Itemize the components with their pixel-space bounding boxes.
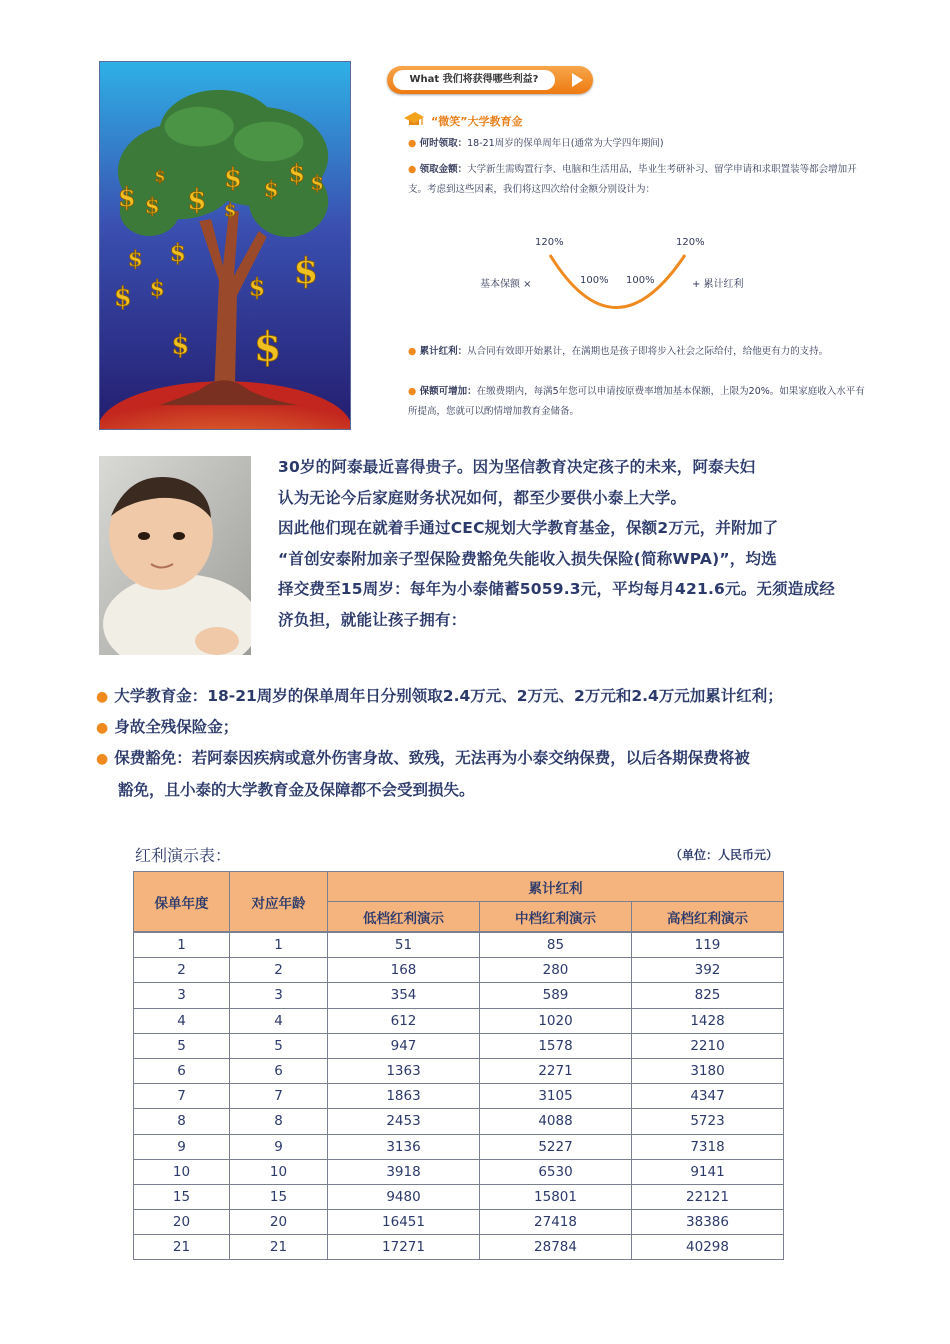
svg-text:$: $ [154, 166, 166, 186]
svg-text:$: $ [293, 249, 319, 292]
header-low: 低档红利演示 [328, 902, 480, 933]
table-cell: 15 [230, 1184, 328, 1209]
table-cell: 3918 [328, 1159, 480, 1184]
table-cell: 21 [134, 1235, 230, 1260]
benefit-item-edu-fund: ● 大学教育金：18-21周岁的保单周年日分别领取2.4万元、2万元、2万元和2.4万元加累计红利； [96, 687, 783, 705]
edu-fund-item-amount: ● 领取金额：大学新生需购置行李、电脑和生活用品，毕业生考研补习、留学申请和求职置装等都会增加开支。考虑到这些因素，我们将这四次给付金额分别设计为： [408, 164, 857, 195]
table-cell: 20 [134, 1210, 230, 1235]
table-cell: 7318 [632, 1134, 784, 1159]
bullet-dot-icon: ● [96, 689, 109, 705]
graduation-cap-icon [403, 110, 425, 128]
table-cell: 7 [134, 1084, 230, 1109]
table-cell: 6 [230, 1058, 328, 1083]
svg-text:$: $ [187, 183, 207, 217]
header-age: 对应年龄 [230, 872, 328, 933]
table-cell: 1 [134, 932, 230, 958]
table-cell: 168 [328, 958, 480, 983]
payout-plus-label: + 累计红利 [692, 279, 744, 290]
story-line: 认为无论今后家庭财务状况如何，都至少要供小泰上大学。 [278, 488, 687, 507]
svg-text:$: $ [288, 159, 306, 188]
table-cell: 392 [632, 958, 784, 983]
table-title: 红利演示表： [135, 846, 232, 865]
payout-pct-mid-left: 100% [580, 275, 609, 286]
svg-text:$: $ [127, 245, 143, 272]
table-row [134, 1134, 784, 1159]
edu-fund-item-premium: ● 保额可增加：在缴费期内，每满5年您可以申请按原费率增加基本保额，上限为20%。如果家庭收入水平有所提高，您就可以酌情增加教育金储备。 [408, 386, 865, 417]
table-body [134, 932, 784, 1260]
table-cell: 1 [230, 932, 328, 958]
table-row [134, 1084, 784, 1109]
story-line: “首创安泰附加亲子型保险费豁免失能收入损失保险(简称WPA)”，均选 [278, 549, 777, 568]
table-cell: 2453 [328, 1109, 480, 1134]
table-cell: 3 [134, 983, 230, 1008]
table-row [134, 1235, 784, 1260]
payout-arc [545, 250, 690, 320]
money-tree-illustration [99, 61, 351, 430]
svg-text:$: $ [117, 183, 136, 214]
payout-pct-mid-right: 100% [626, 275, 655, 286]
svg-text:$: $ [169, 238, 187, 267]
table-cell: 2271 [480, 1058, 632, 1083]
table-cell: 3105 [480, 1084, 632, 1109]
table-unit: （单位：人民币元） [670, 848, 779, 862]
table-cell: 16451 [328, 1210, 480, 1235]
bullet-dot-icon: ● [408, 386, 420, 397]
svg-text:$: $ [248, 273, 266, 302]
benefits-header-label: What 我们将获得哪些利益? [393, 70, 555, 90]
table-cell: 28784 [480, 1235, 632, 1260]
table-cell: 20 [230, 1210, 328, 1235]
table-cell: 6530 [480, 1159, 632, 1184]
table-cell: 5723 [632, 1109, 784, 1134]
table-row [134, 932, 784, 958]
header-high: 高档红利演示 [632, 902, 784, 933]
table-row [134, 1184, 784, 1209]
table-cell: 1578 [480, 1033, 632, 1058]
payout-pct-top-left: 120% [535, 237, 564, 248]
table-cell: 3 [230, 983, 328, 1008]
payout-pct-top-right: 120% [676, 237, 705, 248]
header-policy-year: 保单年度 [134, 872, 230, 933]
table-cell: 9141 [632, 1159, 784, 1184]
table-cell: 5 [134, 1033, 230, 1058]
table-cell: 5227 [480, 1134, 632, 1159]
table-cell: 38386 [632, 1210, 784, 1235]
table-cell: 612 [328, 1008, 480, 1033]
story-line: 30岁的阿泰最近喜得贵子。因为坚信教育决定孩子的未来，阿泰夫妇 [278, 458, 756, 476]
table-cell: 4 [230, 1008, 328, 1033]
bullet-dot-icon: ● [408, 346, 420, 357]
table-cell: 1863 [328, 1084, 480, 1109]
table-row [134, 1109, 784, 1134]
table-cell: 27418 [480, 1210, 632, 1235]
table-cell: 8 [134, 1109, 230, 1134]
svg-text:$: $ [171, 330, 190, 361]
table-cell: 947 [328, 1033, 480, 1058]
bullet-dot-icon: ● [96, 720, 109, 736]
table-cell: 825 [632, 983, 784, 1008]
benefits-header-pill [387, 66, 593, 94]
table-cell: 15801 [480, 1184, 632, 1209]
table-cell: 51 [328, 932, 480, 958]
svg-text:$: $ [253, 324, 282, 371]
header-cumulative: 累计红利 [328, 872, 784, 902]
table-cell: 15 [134, 1184, 230, 1209]
edu-fund-title: “微笑”大学教育金 [431, 115, 523, 128]
table-cell: 40298 [632, 1235, 784, 1260]
table-cell: 280 [480, 958, 632, 983]
edu-fund-item-when: ● 何时领取：18-21周岁的保单周年日(通常为大学四年期间) [408, 138, 664, 149]
bullet-dot-icon: ● [408, 164, 420, 175]
svg-text:$: $ [310, 170, 325, 195]
benefit-item-death-disability: ● 身故全残保险金； [96, 718, 239, 736]
benefit-item-premium-waiver: ● 保费豁免：若阿泰因疾病或意外伤害身故、致残，无法再为小泰交纳保费，以后各期保费将被 [96, 749, 750, 767]
payout-base-label: 基本保额 × [480, 279, 532, 290]
svg-text:$: $ [113, 282, 132, 313]
table-cell: 2 [134, 958, 230, 983]
table-cell: 589 [480, 983, 632, 1008]
table-row [134, 983, 784, 1008]
svg-text:$: $ [263, 176, 279, 203]
svg-text:$: $ [144, 193, 160, 220]
table-cell: 1020 [480, 1008, 632, 1033]
baby-photo [99, 456, 251, 655]
table-cell: 1428 [632, 1008, 784, 1033]
table-cell: 10 [230, 1159, 328, 1184]
table-row [134, 1008, 784, 1033]
table-cell: 7 [230, 1084, 328, 1109]
table-row [134, 1033, 784, 1058]
table-cell: 22121 [632, 1184, 784, 1209]
story-paragraph [278, 452, 863, 635]
table-cell: 354 [328, 983, 480, 1008]
edu-fund-item-bonus: ● 累计红利：从合同有效即开始累计，在满期也是孩子即将步入社会之际给付，给他更有力的支持。 [408, 346, 829, 357]
table-cell: 3180 [632, 1058, 784, 1083]
bonus-demo-table [133, 871, 784, 1260]
table-cell: 9 [134, 1134, 230, 1159]
table-cell: 8 [230, 1109, 328, 1134]
svg-text:$: $ [149, 275, 165, 302]
svg-text:$: $ [224, 163, 242, 194]
bullet-dot-icon: ● [408, 138, 420, 149]
header-mid: 中档红利演示 [480, 902, 632, 933]
table-cell: 9 [230, 1134, 328, 1159]
table-cell: 5 [230, 1033, 328, 1058]
svg-text:$: $ [224, 200, 237, 222]
table-cell: 17271 [328, 1235, 480, 1260]
table-cell: 2210 [632, 1033, 784, 1058]
table-cell: 2 [230, 958, 328, 983]
table-cell: 6 [134, 1058, 230, 1083]
story-line: 择交费至15周岁：每年为小泰储蓄5059.3元，平均每月421.6元。无须造成经 [278, 580, 835, 598]
play-arrow-icon [572, 73, 583, 87]
table-row [134, 958, 784, 983]
benefit-item-premium-waiver-cont: 豁免，且小泰的大学教育金及保障都不会受到损失。 [118, 781, 475, 799]
table-row [134, 1159, 784, 1184]
table-cell: 1363 [328, 1058, 480, 1083]
table-cell: 10 [134, 1159, 230, 1184]
story-line: 因此他们现在就着手通过CEC规划大学教育基金，保额2万元，并附加了 [278, 519, 779, 537]
table-cell: 21 [230, 1235, 328, 1260]
table-cell: 4 [134, 1008, 230, 1033]
table-row [134, 1058, 784, 1083]
table-cell: 3136 [328, 1134, 480, 1159]
table-cell: 119 [632, 932, 784, 958]
table-cell: 4088 [480, 1109, 632, 1134]
bullet-dot-icon: ● [96, 751, 109, 767]
table-row [134, 1210, 784, 1235]
table-cell: 4347 [632, 1084, 784, 1109]
table-cell: 9480 [328, 1184, 480, 1209]
table-cell: 85 [480, 932, 632, 958]
story-line: 济负担，就能让孩子拥有： [278, 610, 467, 629]
